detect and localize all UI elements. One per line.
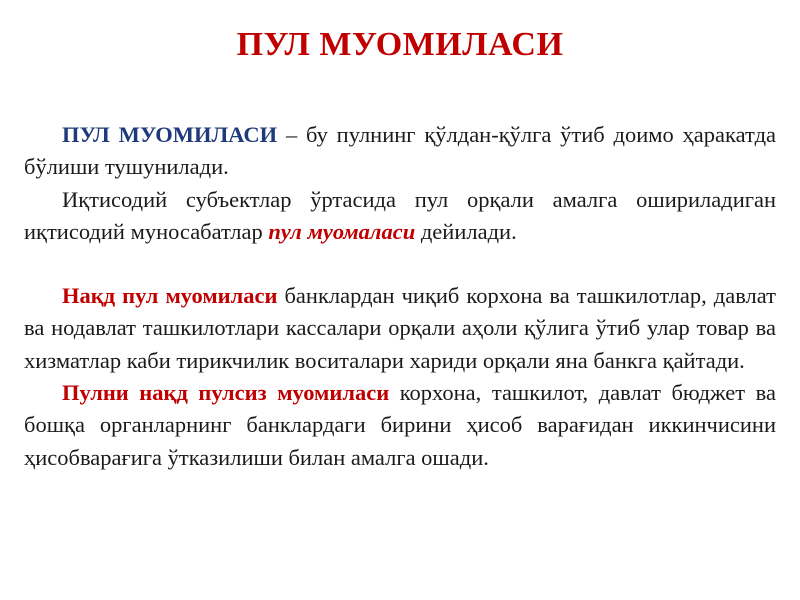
definition-text: – бу пулнинг қўлдан-қўлга ўтиб доимо ҳаракатда бўлиши тушунилади. <box>24 122 776 180</box>
slide-title: ПУЛ МУОМИЛАСИ <box>236 26 564 63</box>
term-money-circulation: ПУЛ МУОМИЛАСИ <box>62 122 278 147</box>
cashless-circulation-text: корхона, ташкилот, давлат бюджет ва бошқа органларнинг банклардаги бирини ҳисоб варағидан иккинчисини ҳисобварағига ўтказилиши билан амалга ошади. <box>24 380 776 470</box>
term-pul-muomalasi: пул муомаласи <box>268 218 416 244</box>
term-cashless-circulation: Пулни нақд пулсиз муомиласи <box>62 380 390 406</box>
slide-body <box>24 119 776 474</box>
economic-relations-text-before: Иқтисодий субъектлар ўртасида пул орқали амалга ошириладиган иқтисодий муносабатлар <box>24 186 776 244</box>
paragraph-cashless-circulation <box>24 377 776 474</box>
economic-relations-text-after: дейилади. <box>415 218 517 244</box>
paragraph-gap <box>24 248 776 280</box>
paragraph-definition <box>24 119 776 184</box>
cash-circulation-text: банклардан чиқиб корхона ва ташкилотлар, давлат ва нодавлат ташкилотлари кассалари орқали аҳоли қўлига ўтиб улар товар ва хизматлар каби тирикчилик воситалари хариди орқали яна банкга қайтади. <box>24 283 777 373</box>
term-cash-circulation: Нақд пул муомиласи <box>62 283 278 309</box>
paragraph-cash-circulation <box>24 280 776 377</box>
paragraph-economic-relations <box>24 184 776 249</box>
